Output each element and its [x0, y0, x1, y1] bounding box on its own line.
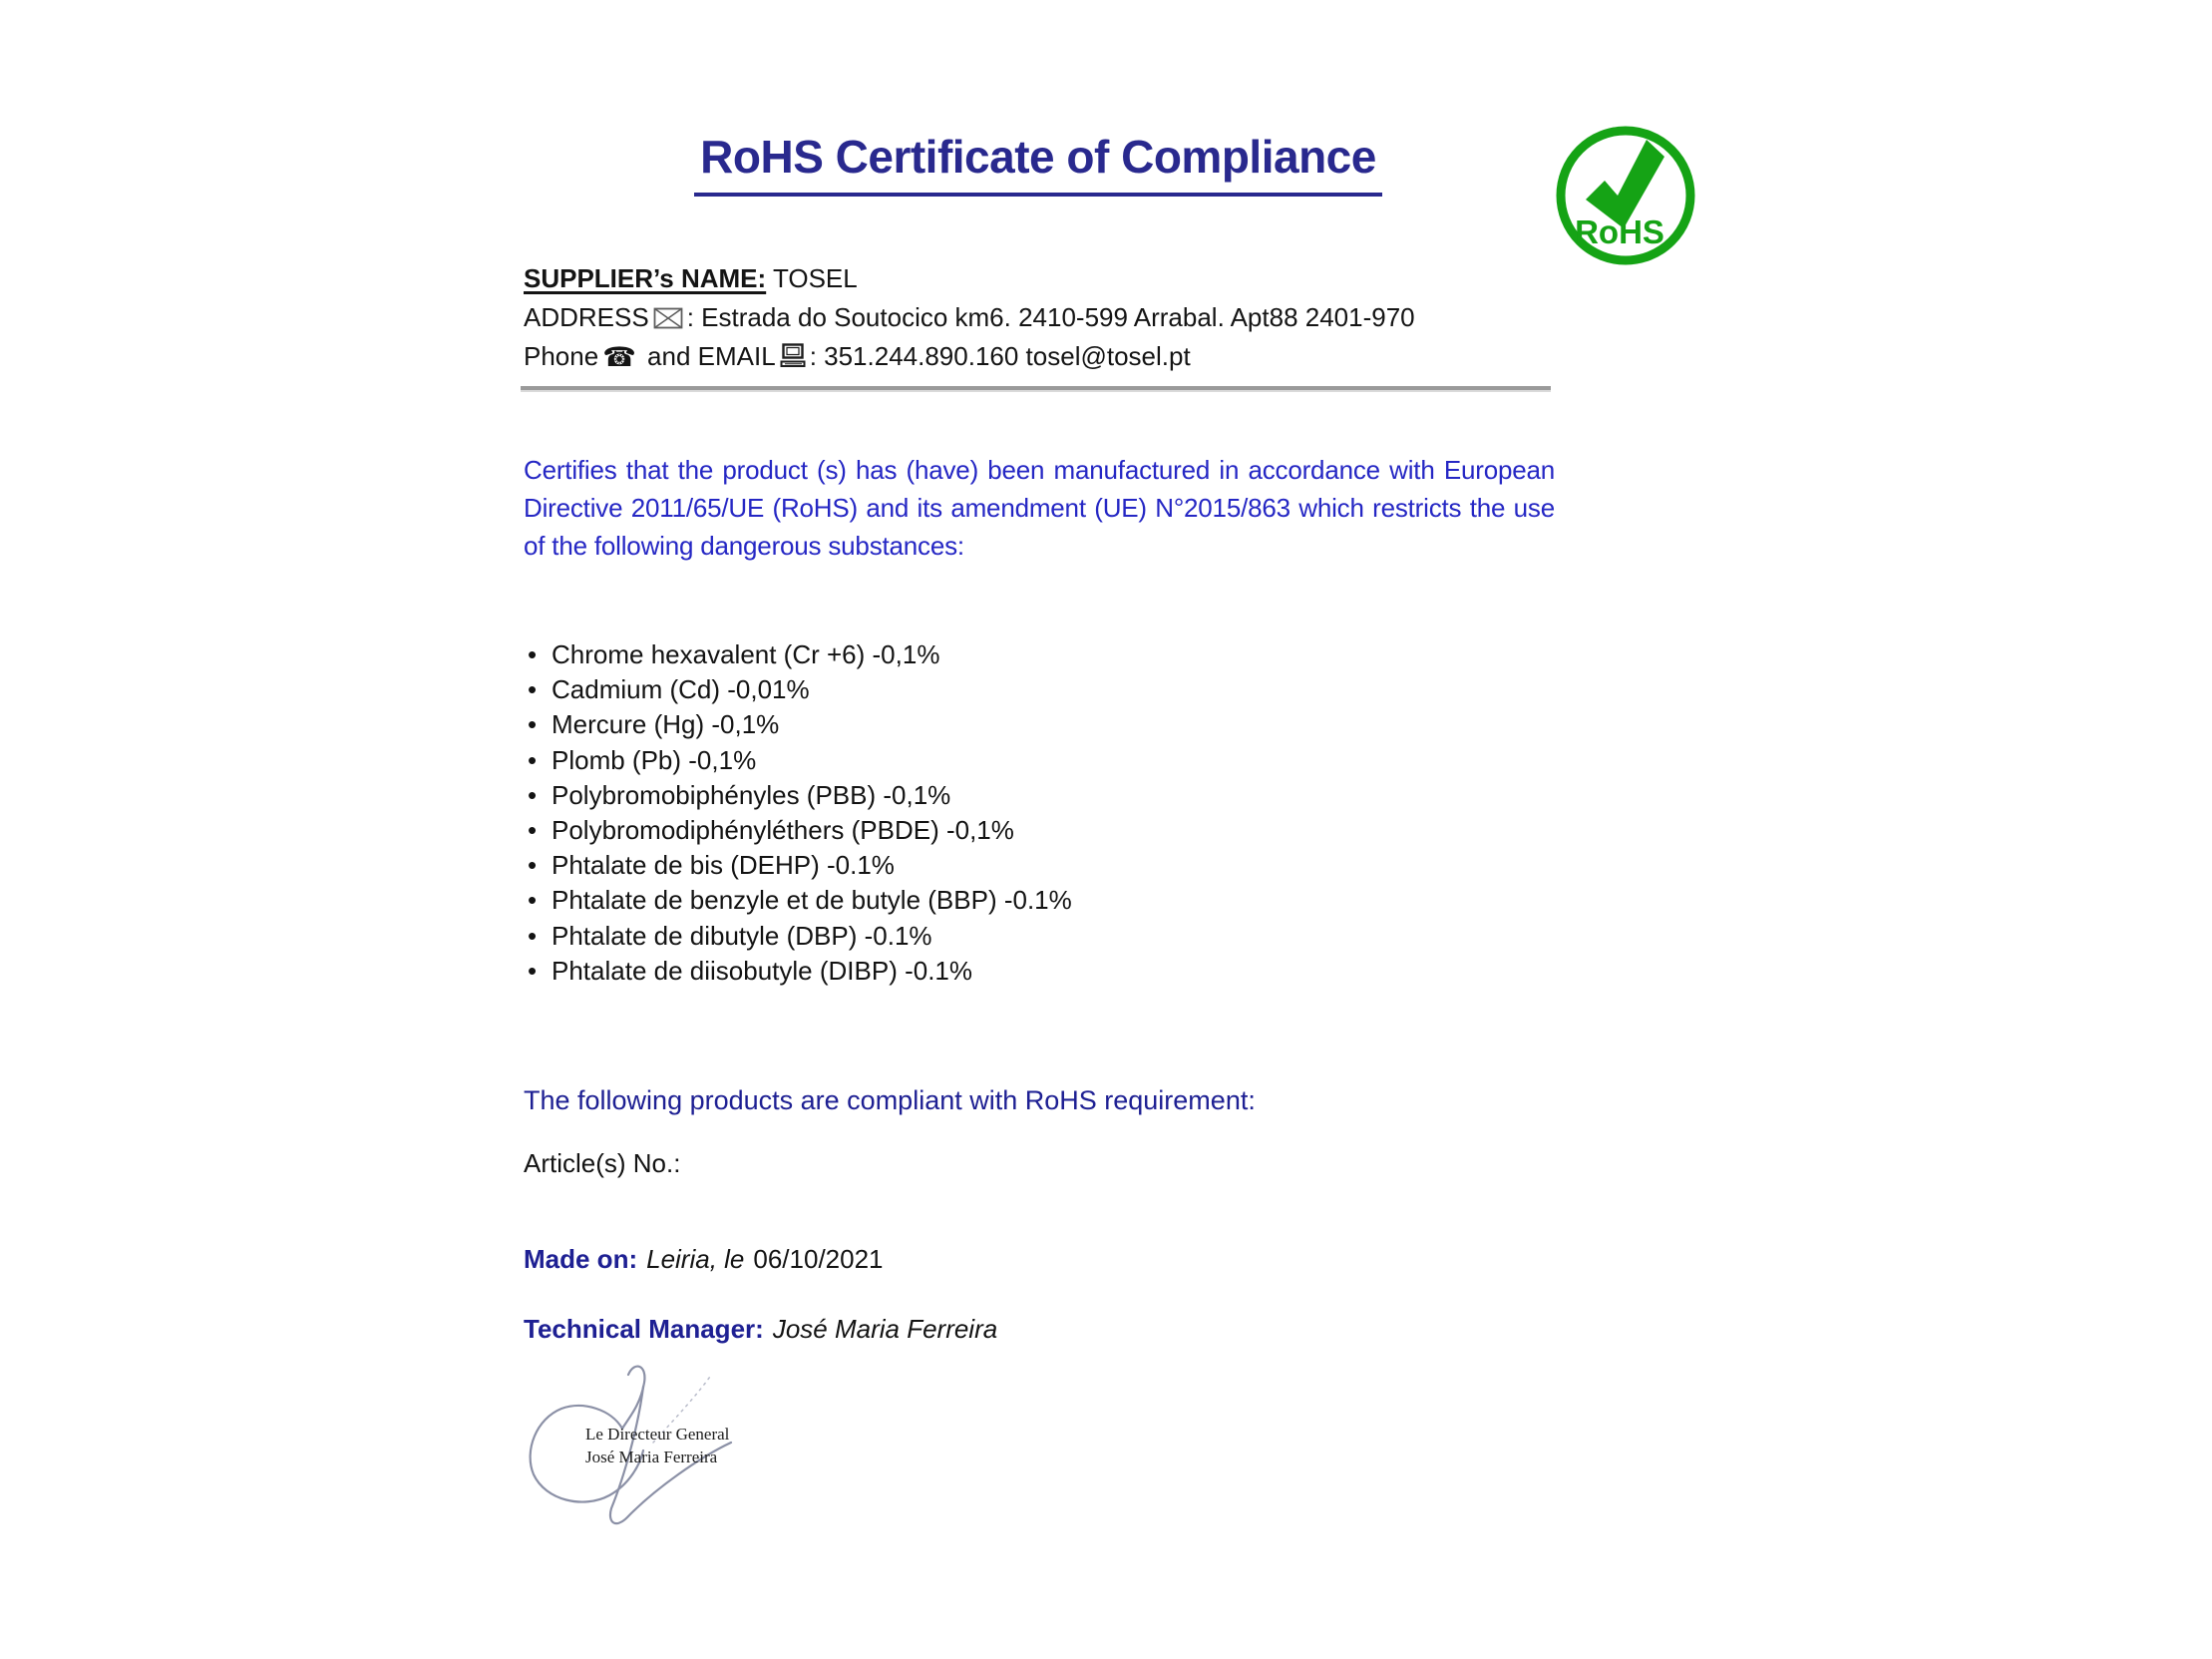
- address-label: ADDRESS: [524, 302, 649, 332]
- supplier-block: [524, 259, 1415, 377]
- bullet-icon: •: [528, 744, 538, 775]
- substance-text: Phtalate de benzyle et de butyle (BBP) -0.1%: [552, 885, 1072, 916]
- logo-label: RoHS: [1575, 213, 1664, 250]
- bullet-icon: •: [528, 674, 538, 705]
- envelope-icon: [653, 307, 683, 329]
- made-on-place: Leiria, le: [646, 1244, 745, 1274]
- list-item: [528, 919, 1072, 954]
- substance-text: Polybromodiphényléthers (PBDE) -0,1%: [552, 815, 1014, 846]
- supplier-name-line: [524, 259, 1415, 298]
- technical-manager-line: [524, 1314, 997, 1345]
- bullet-icon: •: [528, 639, 538, 669]
- list-item: [528, 813, 1072, 848]
- list-item: [528, 637, 1072, 672]
- substance-text: Polybromobiphényles (PBB) -0,1%: [552, 779, 951, 810]
- bullet-icon: •: [528, 779, 538, 810]
- supplier-name-value: TOSEL: [766, 263, 858, 293]
- list-item: [528, 707, 1072, 742]
- article-number-line: Article(s) No.:: [524, 1148, 681, 1178]
- divider: [521, 386, 1551, 392]
- substances-list: [528, 637, 1072, 989]
- computer-icon: [780, 343, 806, 368]
- made-on-label: Made on:: [524, 1244, 638, 1274]
- signature-block: [504, 1359, 883, 1558]
- title-wrap: [524, 130, 1553, 197]
- signature-text: [585, 1423, 729, 1468]
- substance-text: Phtalate de dibutyle (DBP) -0.1%: [552, 920, 932, 951]
- list-item: [528, 954, 1072, 989]
- bullet-icon: •: [528, 815, 538, 846]
- phone-label: Phone: [524, 341, 599, 371]
- bullet-icon: •: [528, 920, 538, 951]
- compliance-statement: The following products are compliant with RoHS requirement:: [524, 1085, 1256, 1115]
- list-item: [528, 778, 1072, 813]
- made-on-date: 06/10/2021: [753, 1244, 884, 1274]
- address-value: : Estrada do Soutocico km6. 2410-599 Arrabal. Apt88 2401-970: [686, 302, 1415, 332]
- list-item: [528, 743, 1072, 778]
- phone-icon: ☎: [602, 342, 636, 373]
- substance-text: Phtalate de diisobutyle (DIBP) -0.1%: [552, 955, 972, 986]
- technical-manager-label: Technical Manager:: [524, 1314, 764, 1344]
- address-line: [524, 298, 1415, 337]
- list-item: [528, 672, 1072, 707]
- phone-email-line: [524, 337, 1415, 377]
- contact-value: : 351.244.890.160 tosel@tosel.pt: [809, 341, 1191, 371]
- technical-manager-value: José Maria Ferreira: [772, 1314, 998, 1344]
- rohs-logo: [1548, 104, 1717, 273]
- certification-paragraph: Certifies that the product (s) has (have) been manufactured in accordance with European Directive 2011/65/UE (RoHS) and its amendment (UE) N°2015/863 which restricts the use of the following dangerous substances:: [524, 455, 1555, 561]
- signature-title: Le Directeur General: [585, 1425, 730, 1444]
- email-label: and EMAIL: [639, 341, 776, 371]
- supplier-name-label: SUPPLIER’s NAME:: [524, 263, 767, 293]
- signature-name: José Maria Ferreira: [585, 1448, 718, 1466]
- substance-text: Phtalate de bis (DEHP) -0.1%: [552, 850, 895, 881]
- page-title: RoHS Certificate of Compliance: [694, 130, 1382, 197]
- substance-text: Mercure (Hg) -0,1%: [552, 709, 780, 740]
- list-item: [528, 848, 1072, 883]
- bullet-icon: •: [528, 850, 538, 881]
- substance-text: Cadmium (Cd) -0,01%: [552, 674, 810, 705]
- bullet-icon: •: [528, 709, 538, 740]
- substance-text: Plomb (Pb) -0,1%: [552, 744, 757, 775]
- bullet-icon: •: [528, 955, 538, 986]
- made-on-line: [524, 1244, 884, 1275]
- substance-text: Chrome hexavalent (Cr +6) -0,1%: [552, 639, 940, 669]
- bullet-icon: •: [528, 885, 538, 916]
- list-item: [528, 883, 1072, 918]
